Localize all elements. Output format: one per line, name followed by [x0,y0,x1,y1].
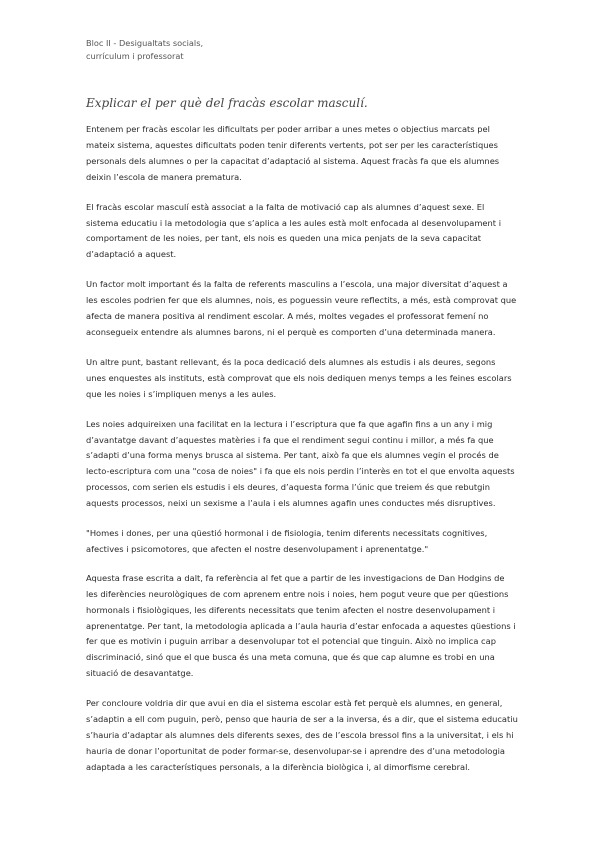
page-header [86,37,506,63]
quote-paragraph: "Homes i dones, per una qüestió hormonal i de fisiologia, tenim diferents necessitats cognitives, afectives i psicomotores, que afecten el nostre desenvolupament i aprenentatge." [86,528,488,554]
paragraph-1: Entenem per fracàs escolar les dificultats per poder arribar a unes metes o objectius marcats pel mateix sistema, aquestes dificultats poden tenir diferents vertents, pot ser per les característiques personals dels alumnes o per la capacitat d’adaptació al sistema. Aquest fracàs fa que els alumnes deixin l’escola de manera prematura. [86,124,500,182]
paragraph-8: Per concloure voldria dir que avui en dia el sistema escolar està fet perquè els alumnes, en general, s’adaptin a ell com puguin, però, penso que hauria de ser a la inversa, és a dir, que el sistema educatiu s’hauria d’adaptar als alumnes dels diferents sexes, des de l’escola bressol fins a la universitat, i els hi hauria de donar l’oportunitat de poder formar-se, desenvolupar-se i aprendre des d’una metodologia adaptada a les característiques personals, a la diferència biològica i, al dimorfisme cerebral. [86,698,518,772]
paragraph-3: Un factor molt important és la falta de referents masculins a l’escola, una major diversitat d’aquest a les escoles podrien fer que els alumnes, nois, es poguessin veure reflectits, a més, està comprovat que afecta de manera positiva al rendiment escolar. A més, moltes vegades el professorat femení no aconsegueix entendre als alumnes barons, ni el perquè es comporten d’una determinada manera. [86,279,517,337]
document-title: Explicar el per què del fracàs escolar masculí. [86,96,368,110]
header-line-2: currículum i professorat [86,51,184,61]
header-line-1: Bloc II - Desigualtats socials, [86,38,204,48]
paragraph-7: Aquesta frase escrita a dalt, fa referència al fet que a partir de les investigacions de Dan Hodgins de les diferències neurològiques de com aprenem entre nois i noies, hem pogut veure que per qüestions hormonals i fisiològiques, les diferents necessitats que tenim afecten el nostre desenvolupament i aprenentatge. Per tant, la metodologia aplicada a l’aula hauria d’estar enfocada a aquestes qüestions i fer que es motivin i puguin arribar a desenvolupar tot el potencial que tinguin. Això no implica cap discriminació, sinó que el que busca és una meta comuna, que és que cap alumne es trobi en una situació de desavantatge. [86,572,516,679]
paragraph-5: Les noies adquireixen una facilitat en la lectura i l’escriptura que fa que agafin fins a un any i mig d’avantatge davant d’aquestes matèries i fa que el rendiment segui continu i millor, a més fa que s’adapti d’una forma menys brusca al sistema. Per tant, això fa que els alumnes vegin el procés de lecto-escriptura com una "cosa de noies" i fa que els nois perdin l’interès en tot el que envolta aquests processos, com serien els estudis i els deures, d’aquesta forma l’únic que treiem és que rebutgin aquests processos, neixi un sexisme a l’aula i els alumnes agafin unes conductes més disruptives. [86,418,515,509]
paragraph-2: El fracàs escolar masculí està associat a la falta de motivació cap als alumnes d’aquest sexe. El sistema educatiu i la metodologia que s’aplica a les aules està molt enfocada al desenvolupament i comportament de les noies, per tant, els nois es queden una mica penjats de la seva capacitat d’adaptació a aquest. [86,201,501,260]
document-body [86,122,518,790]
paragraph-4: Un altre punt, bastant rellevant, és la poca dedicació dels alumnes als estudis i als deures, segons unes enquestes als instituts, està comprovat que els nois dediquen menys temps a les feines escolars que les noies i s’impliquen menys a les aules. [86,356,512,399]
